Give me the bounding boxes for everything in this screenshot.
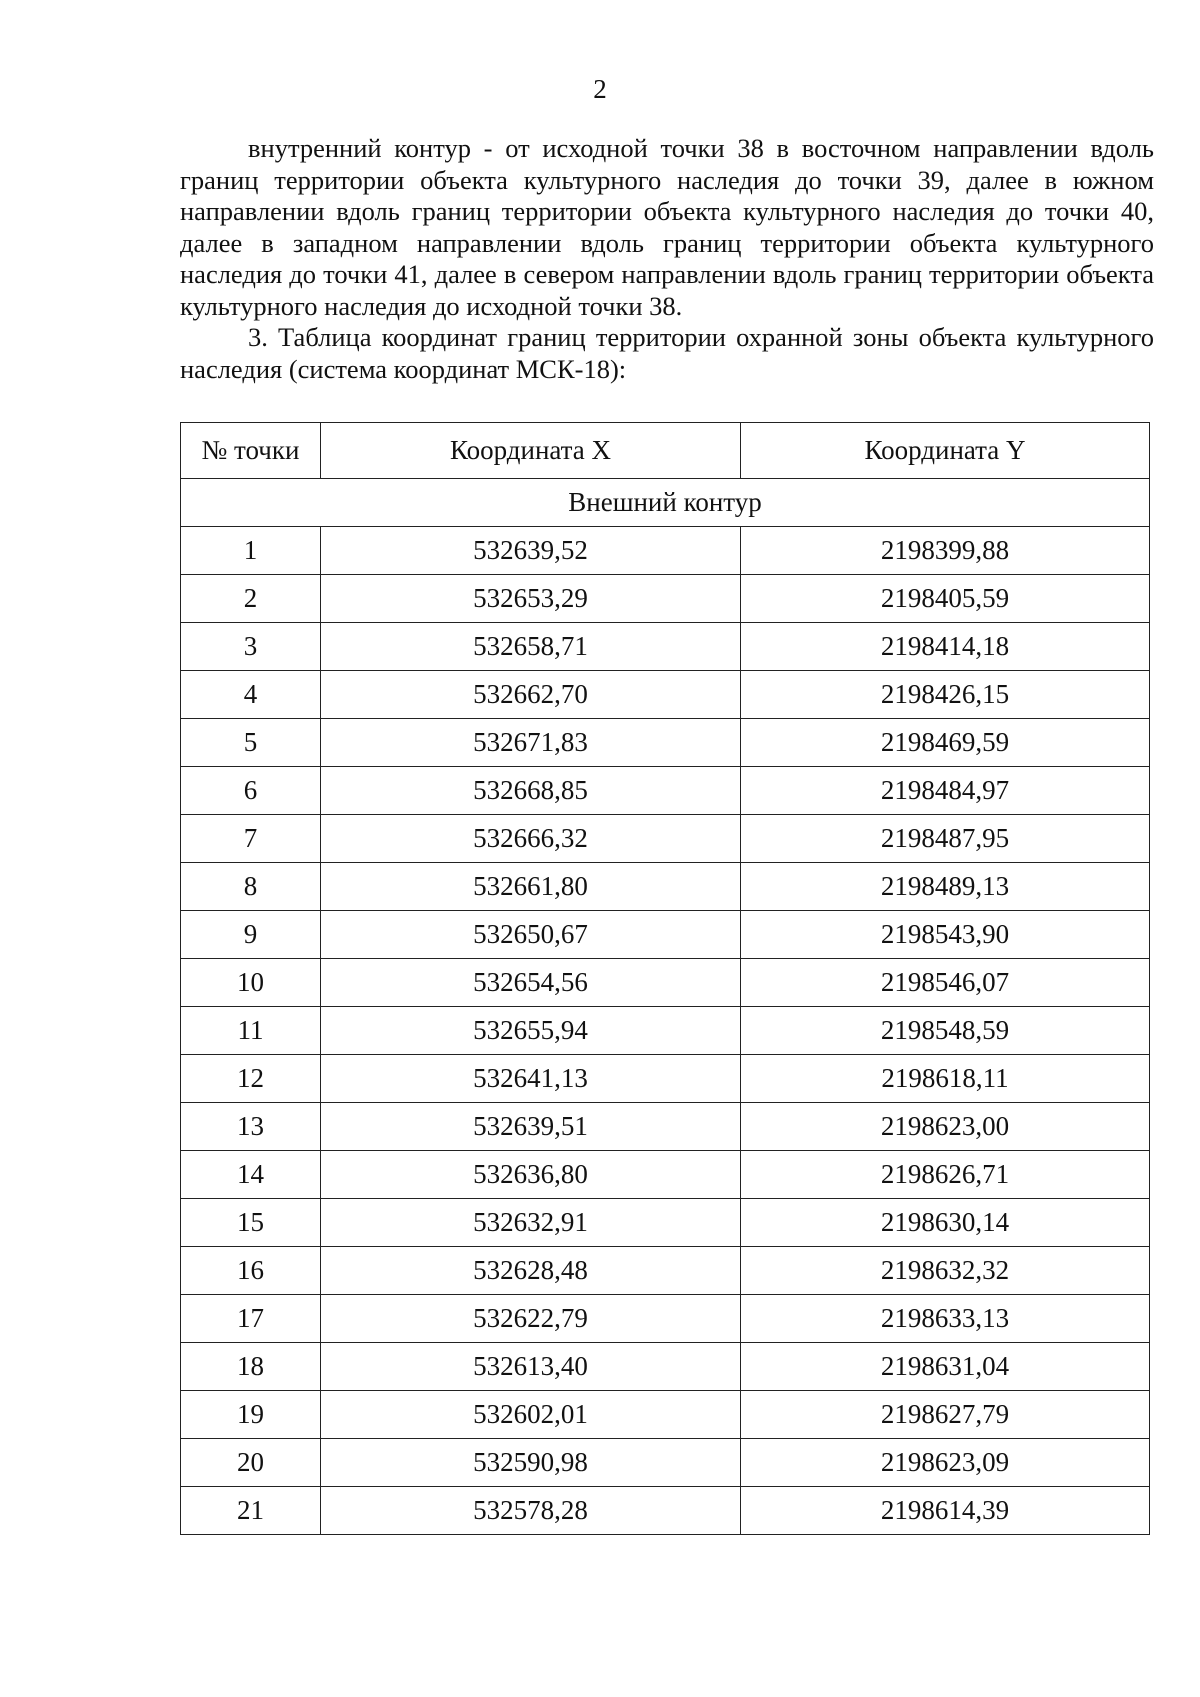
- point-number-cell: 7: [181, 815, 321, 863]
- table-row: [181, 767, 1150, 815]
- coordinate-x-cell: 532622,79: [321, 1295, 741, 1343]
- point-number-cell: 2: [181, 575, 321, 623]
- coordinate-y-cell: 2198614,39: [741, 1487, 1150, 1535]
- coordinate-x-cell: 532662,70: [321, 671, 741, 719]
- point-number-cell: 18: [181, 1343, 321, 1391]
- coordinate-y-cell: 2198469,59: [741, 719, 1150, 767]
- point-number-cell: 5: [181, 719, 321, 767]
- point-number-cell: 4: [181, 671, 321, 719]
- header-coordinate-y: Координата Y: [741, 423, 1150, 479]
- table-row: [181, 1055, 1150, 1103]
- point-number-cell: 20: [181, 1439, 321, 1487]
- point-number-cell: 15: [181, 1199, 321, 1247]
- coordinate-y-cell: 2198405,59: [741, 575, 1150, 623]
- page-number: 2: [593, 74, 607, 104]
- coordinate-y-cell: 2198630,14: [741, 1199, 1150, 1247]
- table-row: [181, 1247, 1150, 1295]
- header-coordinate-x: Координата X: [321, 423, 741, 479]
- point-number-cell: 9: [181, 911, 321, 959]
- coordinate-x-cell: 532613,40: [321, 1343, 741, 1391]
- point-number-cell: 1: [181, 527, 321, 575]
- coordinate-x-cell: 532668,85: [321, 767, 741, 815]
- coordinate-y-cell: 2198484,97: [741, 767, 1150, 815]
- table-row: [181, 1199, 1150, 1247]
- coordinate-x-cell: 532654,56: [321, 959, 741, 1007]
- paragraph-inner-contour: внутренний контур - от исходной точки 38 в восточном направлении вдоль границ территории объекта культурного наследия до точки 39, далее в южном направлении вдоль границ территории объекта культурного наследия до точки 40, далее в западном направлении вдоль границ территории объекта культурного наследия до точки 41, далее в севером направлении вдоль границ территории объекта культурного наследия до исходной точки 38.: [180, 133, 1154, 321]
- coordinate-y-cell: 2198623,00: [741, 1103, 1150, 1151]
- table-row: [181, 719, 1150, 767]
- table-row: [181, 911, 1150, 959]
- coordinate-y-cell: 2198546,07: [741, 959, 1150, 1007]
- point-rows: [181, 527, 1150, 1535]
- coordinate-x-cell: 532641,13: [321, 1055, 741, 1103]
- coordinate-x-cell: 532666,32: [321, 815, 741, 863]
- body-text: [180, 133, 1154, 385]
- point-number-cell: 12: [181, 1055, 321, 1103]
- table-row: [181, 1439, 1150, 1487]
- table-row: [181, 575, 1150, 623]
- table-row: [181, 863, 1150, 911]
- table-row: [181, 1487, 1150, 1535]
- table-row: [181, 1343, 1150, 1391]
- table-row: [181, 815, 1150, 863]
- coordinate-x-cell: 532650,67: [321, 911, 741, 959]
- table-row: [181, 1151, 1150, 1199]
- table-row: [181, 1391, 1150, 1439]
- coordinate-y-cell: 2198627,79: [741, 1391, 1150, 1439]
- coordinate-x-cell: 532590,98: [321, 1439, 741, 1487]
- point-number-cell: 10: [181, 959, 321, 1007]
- point-number-cell: 17: [181, 1295, 321, 1343]
- table-header-row: [181, 423, 1150, 479]
- coordinate-y-cell: 2198632,32: [741, 1247, 1150, 1295]
- coordinate-x-cell: 532655,94: [321, 1007, 741, 1055]
- coordinate-y-cell: 2198489,13: [741, 863, 1150, 911]
- point-number-cell: 14: [181, 1151, 321, 1199]
- section-row: [181, 479, 1150, 527]
- coordinate-y-cell: 2198414,18: [741, 623, 1150, 671]
- point-number-cell: 11: [181, 1007, 321, 1055]
- header-point-number: № точки: [181, 423, 321, 479]
- coordinate-x-cell: 532653,29: [321, 575, 741, 623]
- table-row: [181, 1007, 1150, 1055]
- coordinate-y-cell: 2198623,09: [741, 1439, 1150, 1487]
- coordinate-x-cell: 532658,71: [321, 623, 741, 671]
- coordinate-x-cell: 532671,83: [321, 719, 741, 767]
- coordinate-x-cell: 532578,28: [321, 1487, 741, 1535]
- coordinate-x-cell: 532628,48: [321, 1247, 741, 1295]
- coordinate-y-cell: 2198633,13: [741, 1295, 1150, 1343]
- point-number-cell: 21: [181, 1487, 321, 1535]
- table-row: [181, 1295, 1150, 1343]
- coordinate-x-cell: 532639,51: [321, 1103, 741, 1151]
- paragraph-table-intro: 3. Таблица координат границ территории охранной зоны объекта культурного наследия (система координат МСК-18):: [180, 322, 1154, 384]
- coordinate-y-cell: 2198618,11: [741, 1055, 1150, 1103]
- table-row: [181, 1103, 1150, 1151]
- coordinate-y-cell: 2198543,90: [741, 911, 1150, 959]
- table-row: [181, 623, 1150, 671]
- table-row: [181, 527, 1150, 575]
- coordinate-x-cell: 532661,80: [321, 863, 741, 911]
- point-number-cell: 8: [181, 863, 321, 911]
- coordinate-y-cell: 2198426,15: [741, 671, 1150, 719]
- coordinate-x-cell: 532636,80: [321, 1151, 741, 1199]
- section-title-outer-contour: Внешний контур: [181, 479, 1150, 527]
- coordinate-y-cell: 2198487,95: [741, 815, 1150, 863]
- coordinate-y-cell: 2198548,59: [741, 1007, 1150, 1055]
- coordinate-y-cell: 2198399,88: [741, 527, 1150, 575]
- point-number-cell: 3: [181, 623, 321, 671]
- coordinates-table: [180, 422, 1150, 1535]
- table-row: [181, 959, 1150, 1007]
- coordinate-y-cell: 2198626,71: [741, 1151, 1150, 1199]
- coordinate-x-cell: 532639,52: [321, 527, 741, 575]
- point-number-cell: 16: [181, 1247, 321, 1295]
- point-number-cell: 19: [181, 1391, 321, 1439]
- coordinate-y-cell: 2198631,04: [741, 1343, 1150, 1391]
- coordinate-x-cell: 532632,91: [321, 1199, 741, 1247]
- point-number-cell: 6: [181, 767, 321, 815]
- coordinate-x-cell: 532602,01: [321, 1391, 741, 1439]
- point-number-cell: 13: [181, 1103, 321, 1151]
- table-row: [181, 671, 1150, 719]
